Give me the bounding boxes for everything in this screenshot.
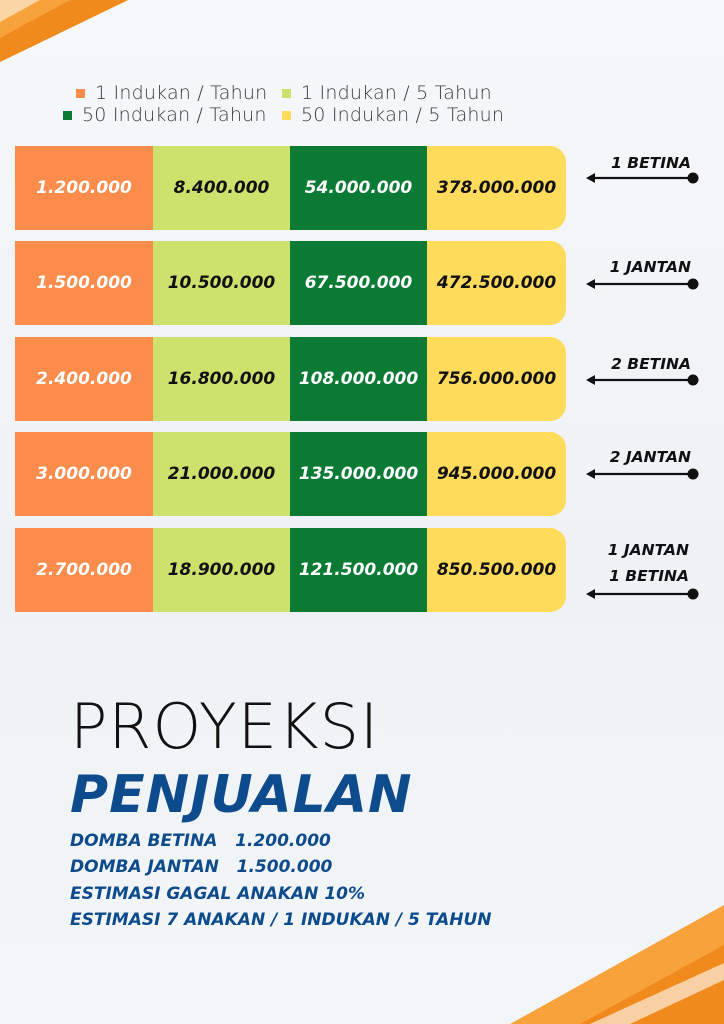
cell-1-indukan-5-tahun: 16.800.000 — [153, 337, 290, 421]
left-arrow-icon — [586, 467, 701, 481]
note-line: DOMBA JANTAN 1.500.000 — [70, 857, 333, 877]
cell-50-indukan-tahun: 121.500.000 — [290, 528, 427, 612]
table-row — [15, 146, 566, 230]
legend-swatch — [63, 111, 72, 120]
row-label: 1 BETINA — [609, 567, 689, 585]
row-label-arrow — [586, 446, 701, 496]
table-row — [15, 337, 566, 421]
cell-1-indukan-5-tahun: 21.000.000 — [153, 432, 290, 516]
left-arrow-icon — [586, 373, 701, 387]
cell-1-indukan-tahun: 1.500.000 — [15, 241, 153, 325]
cell-50-indukan-tahun: 54.000.000 — [290, 146, 427, 230]
cell-50-indukan-tahun: 108.000.000 — [290, 337, 427, 421]
row-label-arrow — [586, 539, 701, 609]
cell-50-indukan-5-tahun: 850.500.000 — [427, 528, 566, 612]
legend-item-1-indukan-5-tahun — [282, 82, 492, 104]
table-row — [15, 241, 566, 325]
cell-1-indukan-5-tahun: 10.500.000 — [153, 241, 290, 325]
cell-1-indukan-5-tahun: 18.900.000 — [153, 528, 290, 612]
note-line: ESTIMASI GAGAL ANAKAN 10% — [70, 884, 366, 904]
row-label: 1 BETINA — [611, 154, 691, 172]
bottom-right-corner-decoration — [490, 905, 724, 1024]
row-label: 1 JANTAN — [607, 541, 689, 559]
row-label-arrow — [586, 353, 701, 403]
legend-item-50-indukan-tahun — [63, 104, 267, 126]
legend-label: 1 Indukan / Tahun — [95, 82, 268, 104]
cell-50-indukan-5-tahun: 945.000.000 — [427, 432, 566, 516]
row-label-arrow — [586, 152, 701, 202]
page-title: PROYEKSI — [70, 690, 380, 763]
table-row — [15, 528, 566, 612]
page-subtitle: PENJUALAN — [70, 765, 413, 825]
cell-50-indukan-5-tahun: 378.000.000 — [427, 146, 566, 230]
cell-50-indukan-tahun: 67.500.000 — [290, 241, 427, 325]
legend-item-50-indukan-5-tahun — [282, 104, 504, 126]
cell-1-indukan-5-tahun: 8.400.000 — [153, 146, 290, 230]
left-arrow-icon — [586, 277, 701, 291]
row-label: 2 JANTAN — [609, 448, 691, 466]
legend-label: 50 Indukan / Tahun — [82, 104, 267, 126]
legend-swatch — [76, 89, 85, 98]
chart-legend — [60, 80, 520, 128]
table-row — [15, 432, 566, 516]
legend-swatch — [282, 111, 291, 120]
row-label-arrow — [586, 256, 701, 306]
note-line: ESTIMASI 7 ANAKAN / 1 INDUKAN / 5 TAHUN — [70, 910, 492, 930]
left-arrow-icon — [586, 587, 701, 601]
cell-1-indukan-tahun: 3.000.000 — [15, 432, 153, 516]
cell-1-indukan-tahun: 2.400.000 — [15, 337, 153, 421]
cell-50-indukan-5-tahun: 756.000.000 — [427, 337, 566, 421]
row-label: 1 JANTAN — [609, 258, 691, 276]
legend-label: 1 Indukan / 5 Tahun — [301, 82, 492, 104]
cell-50-indukan-tahun: 135.000.000 — [290, 432, 427, 516]
cell-1-indukan-tahun: 2.700.000 — [15, 528, 153, 612]
note-line: DOMBA BETINA 1.200.000 — [70, 831, 331, 851]
left-arrow-icon — [586, 171, 701, 185]
legend-item-1-indukan-tahun — [76, 82, 267, 104]
top-left-corner-decoration — [0, 0, 130, 65]
cell-1-indukan-tahun: 1.200.000 — [15, 146, 153, 230]
legend-swatch — [282, 89, 291, 98]
cell-50-indukan-5-tahun: 472.500.000 — [427, 241, 566, 325]
row-label: 2 BETINA — [611, 355, 691, 373]
legend-label: 50 Indukan / 5 Tahun — [301, 104, 505, 126]
